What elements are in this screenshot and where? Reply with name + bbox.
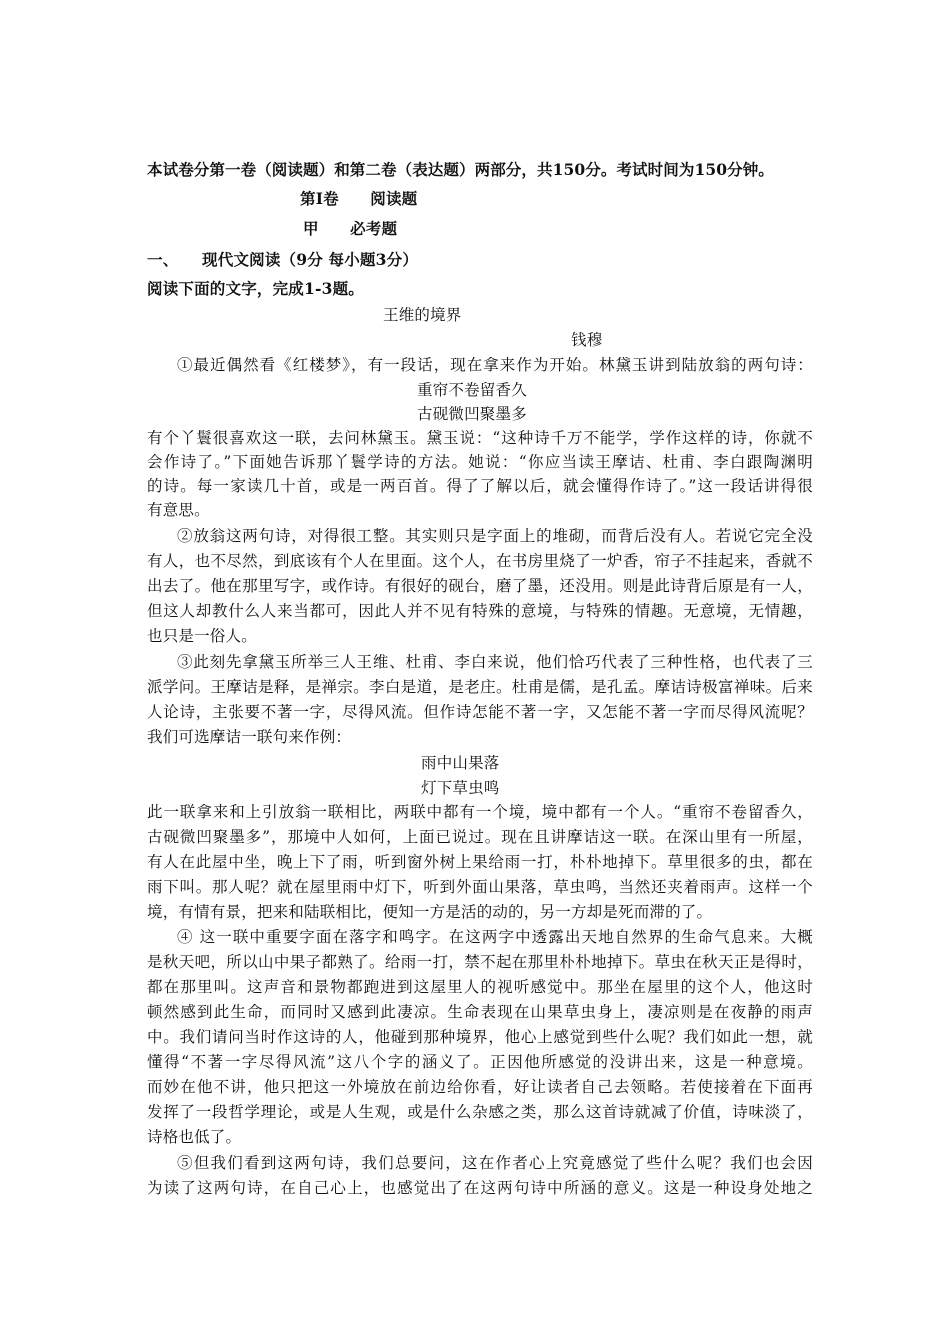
paragraph-3-line: 古砚微凹聚墨多”，那境中人如何，上面已说过。现在且讲摩诘这一联。在深山里有一所屋， <box>147 828 813 846</box>
article-title: 王维的境界 <box>383 306 462 324</box>
paragraph-4-line: 诗格也低了。 <box>147 1128 242 1146</box>
paragraph-1-line: 会作诗了。”下面她告诉那丫鬟学诗的方法。她说：“你应当读王摩诘、杜甫、李白跟陶渊明 <box>147 453 813 471</box>
paragraph-2-line: ②放翁这两句诗，对得很工整。其实则只是字面上的堆砌，而背后没有人。若说它完全没 <box>177 527 813 545</box>
paragraph-4-line: 而妙在他不讲，他只把这一外境放在前边给你看，好让读者自己去领略。若使接着在下面再 <box>147 1078 813 1096</box>
paragraph-2-line: 出去了。他在那里写字，或作诗。有很好的砚台，磨了墨，还没用。则是此诗背后原是有一人， <box>147 577 813 595</box>
poem-line: 重帘不卷留香久 <box>417 381 527 399</box>
paragraph-3-line: 有人在此屋中坐，晚上下了雨，听到窗外树上果给雨一打，朴朴地掉下。草里很多的虫，都在 <box>147 853 813 871</box>
paragraph-4-line: 都在那里叫。这声音和景物都跑进到这屋里人的视听感觉中。那坐在屋里的这个人，他这时 <box>147 978 813 996</box>
exam-intro: 本试卷分第一卷（阅读题）和第二卷（表达题）两部分，共150分。考试时间为150分钟。 <box>147 160 774 179</box>
poem-line: 古砚微凹聚墨多 <box>417 405 527 423</box>
paragraph-1-line: 有个丫鬟很喜欢这一联，去问林黛玉。黛玉说：“这种诗千万不能学，学作这样的诗，你就不 <box>147 429 813 447</box>
part-title: 甲 必考题 <box>303 219 398 238</box>
paragraph-3-line: 派学问。王摩诘是释，是禅宗。李白是道，是老庄。杜甫是儒，是孔孟。摩诘诗极富禅味。后来 <box>147 678 813 696</box>
paragraph-4-line: 懂得“不著一字尽得风流”这八个字的涵义了。正因他所感觉的没讲出来，这是一种意境。 <box>147 1053 813 1071</box>
article-author: 钱穆 <box>571 331 603 349</box>
paragraph-4-line: 发挥了一段哲学理论，或是人生观，或是什么杂感之类，那么这首诗就减了价值，诗味淡了， <box>147 1103 813 1121</box>
paragraph-3-line: ③此刻先拿黛玉所举三人王维、杜甫、李白来说，他们恰巧代表了三种性格，也代表了三 <box>177 653 813 671</box>
paragraph-3-line: 雨下叫。那人呢？就在屋里雨中灯下，听到外面山果落，草虫鸣，当然还夹着雨声。这样一个 <box>147 878 813 896</box>
paragraph-5-line: ⑤但我们看到这两句诗，我们总要问，这在作者心上究竟感觉了些什么呢？我们也会因 <box>177 1154 813 1172</box>
paragraph-3-line: 人论诗，主张要不著一字，尽得风流。但作诗怎能不著一字，又怎能不著一字而尽得风流呢？ <box>147 703 813 721</box>
paragraph-1-line: ①最近偶然看《红楼梦》，有一段话，现在拿来作为开始。林黛玉讲到陆放翁的两句诗： <box>177 356 813 374</box>
volume-title: 第Ⅰ卷 阅读题 <box>300 189 418 208</box>
poem-line: 雨中山果落 <box>421 754 500 772</box>
paragraph-1-line: 有意思。 <box>147 501 210 519</box>
paragraph-4-line: 中。我们请问当时作这诗的人，他碰到那种境界，他心上感觉到些什么呢？我们如此一想，就 <box>147 1028 813 1046</box>
paragraph-4-line: 顿然感到此生命，而同时又感到此凄凉。生命表现在山果草虫身上，凄凉则是在夜静的雨声 <box>147 1003 813 1021</box>
instruction: 阅读下面的文字，完成1-3题。 <box>147 279 365 298</box>
paragraph-4-line: ④ 这一联中重要字面在落字和鸣字。在这两字中透露出天地自然界的生命气息来。大概 <box>177 928 813 946</box>
paragraph-3-line: 境，有情有景，把来和陆联相比，便知一方是活的动的，另一方却是死而滞的了。 <box>147 903 713 921</box>
paragraph-3-line: 我们可选摩诘一联句来作例： <box>147 728 352 746</box>
paragraph-3-line: 此一联拿来和上引放翁一联相比，两联中都有一个境，境中都有一个人。“重帘不卷留香久， <box>147 803 813 821</box>
paragraph-2-line: 但这人却教什么人来当都可，因此人并不见有特殊的意境，与特殊的情趣。无意境，无情趣， <box>147 602 813 620</box>
paragraph-1-line: 的诗。每一家读几十首，或是一两百首。得了了解以后，就会懂得作诗了。”这一段话讲得很 <box>147 477 813 495</box>
paragraph-4-line: 是秋天吧，所以山中果子都熟了。给雨一打，禁不起在那里朴朴地掉下。草虫在秋天正是得时， <box>147 953 813 971</box>
paragraph-2-line: 有人，也不尽然，到底该有个人在里面。这个人，在书房里烧了一炉香，帘子不挂起来，香就不 <box>147 552 813 570</box>
section-title: 一、 现代文阅读（9分 每小题3分） <box>147 250 419 269</box>
poem-line: 灯下草虫鸣 <box>421 779 500 797</box>
paragraph-5-line: 为读了这两句诗，在自己心上，也感觉出了在这两句诗中所涵的意义。这是一种设身处地之 <box>147 1179 813 1197</box>
paragraph-2-line: 也只是一俗人。 <box>147 627 257 645</box>
